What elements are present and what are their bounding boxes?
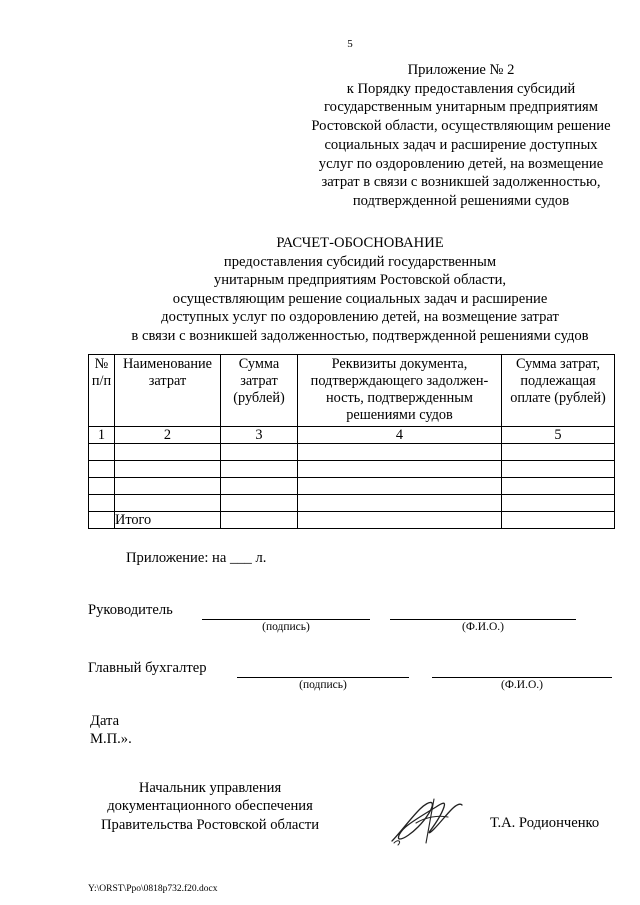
- table-cell: [298, 495, 502, 512]
- table-column-numbers-row: [89, 427, 615, 444]
- heading-line: предоставления субсидий государственным: [223, 253, 497, 270]
- table-cell: [298, 461, 502, 478]
- appendix-line: социальных задач и расширение доступных: [324, 136, 598, 153]
- chief-position: [90, 779, 330, 834]
- header-cell-payable-sum: Сумма затрат, подлежащая оплате (рублей): [502, 355, 615, 427]
- table-cell: [89, 478, 115, 495]
- table-cell: [298, 512, 502, 529]
- table-row: [89, 461, 615, 478]
- table-row: [89, 444, 615, 461]
- table-cell: [221, 461, 298, 478]
- table-cell: [89, 444, 115, 461]
- column-number: 2: [115, 427, 221, 444]
- seal-label: М.П.».: [90, 731, 132, 747]
- heading-line: доступных услуг по оздоровлению детей, на возмещение затрат: [161, 309, 559, 326]
- signer-name: Т.А. Родионченко: [490, 815, 600, 831]
- table-row: [89, 478, 615, 495]
- table-cell: [115, 444, 221, 461]
- appendix-line: Приложение № 2: [407, 62, 515, 78]
- accountant-name-line: [432, 677, 612, 678]
- document-title: РАСЧЕТ-ОБОСНОВАНИЕ: [276, 235, 444, 251]
- document-heading: [60, 234, 640, 346]
- accountant-name-caption: (Ф.И.О.): [501, 679, 543, 691]
- head-name-line: [390, 619, 576, 620]
- appendix-line: подтвержденной решениями судов: [352, 192, 570, 209]
- table-cell: [221, 495, 298, 512]
- chief-line: документационного обеспечения: [107, 798, 313, 815]
- appendix-header: [296, 61, 626, 211]
- table-cell: [221, 512, 298, 529]
- table-cell: [502, 495, 615, 512]
- total-label: Итого: [115, 512, 221, 529]
- table-cell: [502, 444, 615, 461]
- table-cell: [502, 478, 615, 495]
- page-number: 5: [347, 38, 353, 50]
- appendix-line: Ростовской области, осуществляющим решение: [311, 118, 611, 135]
- table-cell: [502, 512, 615, 529]
- table-cell: [89, 512, 115, 529]
- heading-line: унитарным предприятиям Ростовской области,: [213, 272, 507, 289]
- table-cell: [89, 461, 115, 478]
- head-signature-caption: (подпись): [262, 621, 310, 633]
- calculation-table: [88, 354, 615, 529]
- date-label: Дата: [90, 713, 120, 729]
- header-cell-number: № п/п: [89, 355, 115, 427]
- table-cell: [298, 478, 502, 495]
- heading-line: осуществляющим решение социальных задач и расширение: [172, 290, 548, 307]
- header-cell-cost-name: Наименование затрат: [115, 355, 221, 427]
- accountant-label: Главный бухгалтер: [88, 660, 207, 676]
- table-row: [89, 495, 615, 512]
- appendix-line: к Порядку предоставления субсидий: [346, 80, 576, 97]
- file-path: Y:\ORST\Ppo\0818p732.f20.docx: [88, 884, 218, 894]
- column-number: 4: [298, 427, 502, 444]
- appendix-line: услуг по оздоровлению детей, на возмещение: [318, 155, 604, 172]
- attachment-line: Приложение: на ___ л.: [126, 550, 267, 566]
- column-number: 1: [89, 427, 115, 444]
- table-cell: [298, 444, 502, 461]
- head-label: Руководитель: [88, 602, 173, 618]
- head-name-caption: (Ф.И.О.): [462, 621, 504, 633]
- heading-line: в связи с возникшей задолженностью, подтвержденной решениями судов: [131, 327, 589, 344]
- table-cell: [502, 461, 615, 478]
- column-number: 3: [221, 427, 298, 444]
- table-cell: [89, 495, 115, 512]
- appendix-line: государственным унитарным предприятиям: [324, 99, 598, 116]
- table-cell: [115, 461, 221, 478]
- table-cell: [221, 444, 298, 461]
- table-total-row: [89, 512, 615, 529]
- table-cell: [115, 478, 221, 495]
- column-number: 5: [502, 427, 615, 444]
- accountant-signature-line: [237, 677, 409, 678]
- appendix-line: затрат в связи с возникшей задолженностью,: [321, 174, 601, 191]
- accountant-signature-caption: (подпись): [299, 679, 347, 691]
- chief-line: Правительства Ростовской области: [100, 816, 320, 833]
- chief-line: Начальник управления: [138, 780, 282, 796]
- handwritten-signature: [386, 793, 468, 847]
- table-header-row: [89, 355, 615, 427]
- head-signature-line: [202, 619, 370, 620]
- table-cell: [115, 495, 221, 512]
- table-cell: [221, 478, 298, 495]
- header-cell-cost-sum: Сумма затрат (рублей): [221, 355, 298, 427]
- header-cell-document-details: Реквизиты документа, подтверждающего задолжен-ность, подтвержденным решениями судов: [298, 355, 502, 427]
